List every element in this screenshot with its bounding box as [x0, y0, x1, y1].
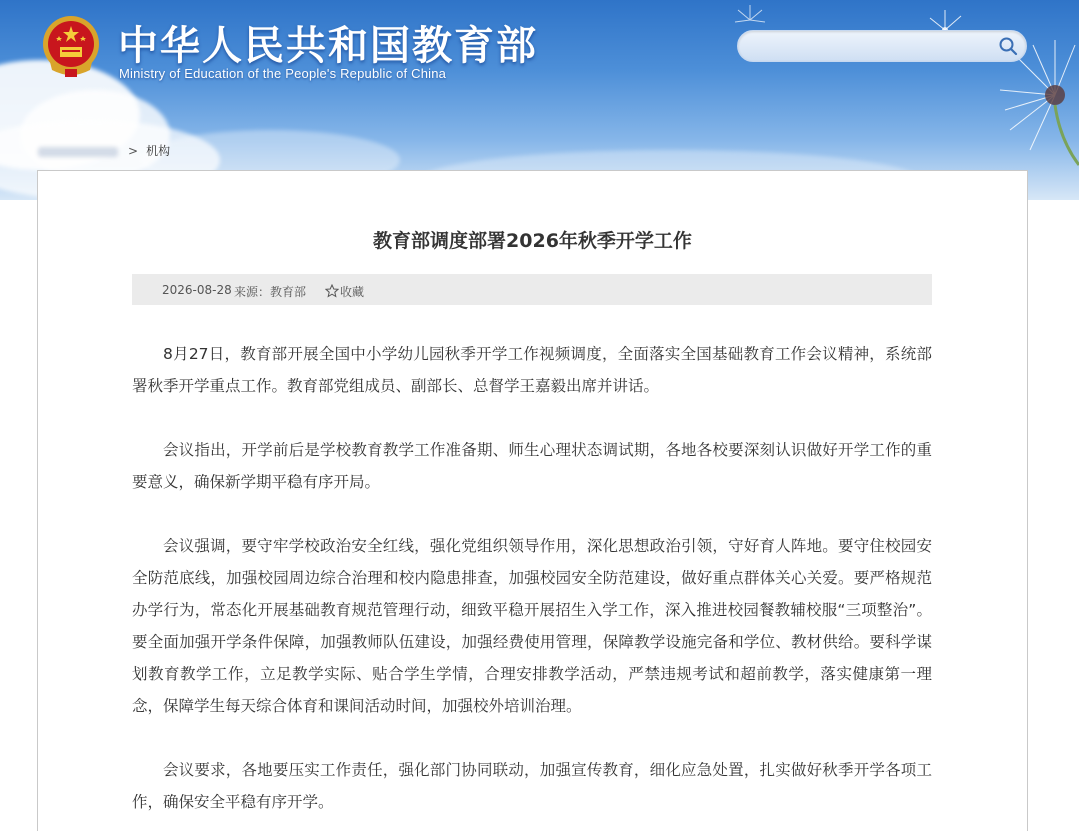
breadcrumb — [38, 142, 170, 159]
article-container — [37, 170, 1028, 831]
national-emblem-icon — [40, 14, 102, 80]
article-paragraph: 会议指出，开学前后是学校教育教学工作准备期、师生心理状态调试期，各地各校要深刻认识做好开学工作的重要意义，确保新学期平稳有序开局。 — [132, 441, 932, 491]
article-source: 来源：教育部 — [234, 285, 307, 299]
breadcrumb-separator-icon: > — [128, 144, 139, 158]
star-icon — [325, 284, 339, 298]
article-title: 教育部调度部署2026年秋季开学工作 — [373, 230, 692, 252]
favorite-label: 收藏 — [340, 285, 365, 299]
dandelion-decoration-icon — [905, 0, 1079, 170]
article-meta-bar — [132, 274, 932, 305]
article-paragraph: 会议强调，要守牢学校政治安全红线，强化党组织领导作用，深化思想政治引领，守好育人阵地。要守住校园安全防范底线，加强校园周边综合治理和校内隐患排查，加强校园安全防范建设，做好重点群体关心关爱。要严格规范办学行为，常态化开展基础教育规范管理行动，细致平稳开展招生入学工作，深入推进校园餐教辅校服“三项整治”。要全面加强开学条件保障，加强教师队伍建设，加强经费使用管理，保障教学设施完备和学位、教材供给。要科学谋划教育教学工作，立足教学实际、贴合学生学情，合理安排教学活动，严禁违规考试和超前教学，落实健康第一理念，保障学生每天综合体育和课间活动时间，加强校外培训治理。 — [132, 537, 932, 715]
site-subtitle: Ministry of Education of the People's Republic of China — [119, 66, 447, 81]
search-box — [737, 30, 1027, 62]
breadcrumb-blurred-home — [38, 147, 118, 157]
article-paragraph: 8月27日，教育部开展全国中小学幼儿园秋季开学工作视频调度，全面落实全国基础教育工作会议精神，系统部署秋季开学重点工作。教育部党组成员、副部长、总督学王嘉毅出席并讲话。 — [132, 345, 932, 395]
article-paragraph: 会议要求，各地要压实工作责任，强化部门协同联动，加强宣传教育，细化应急处置，扎实做好秋季开学各项工作，确保安全平稳有序开学。 — [132, 761, 932, 811]
favorite-button[interactable] — [325, 283, 364, 300]
search-input[interactable] — [752, 36, 996, 58]
article-date: 2026-08-28 — [162, 283, 232, 297]
site-title: 中华人民共和国教育部 — [118, 23, 538, 69]
search-icon[interactable] — [998, 36, 1018, 56]
breadcrumb-current[interactable]: 机构 — [146, 144, 171, 158]
